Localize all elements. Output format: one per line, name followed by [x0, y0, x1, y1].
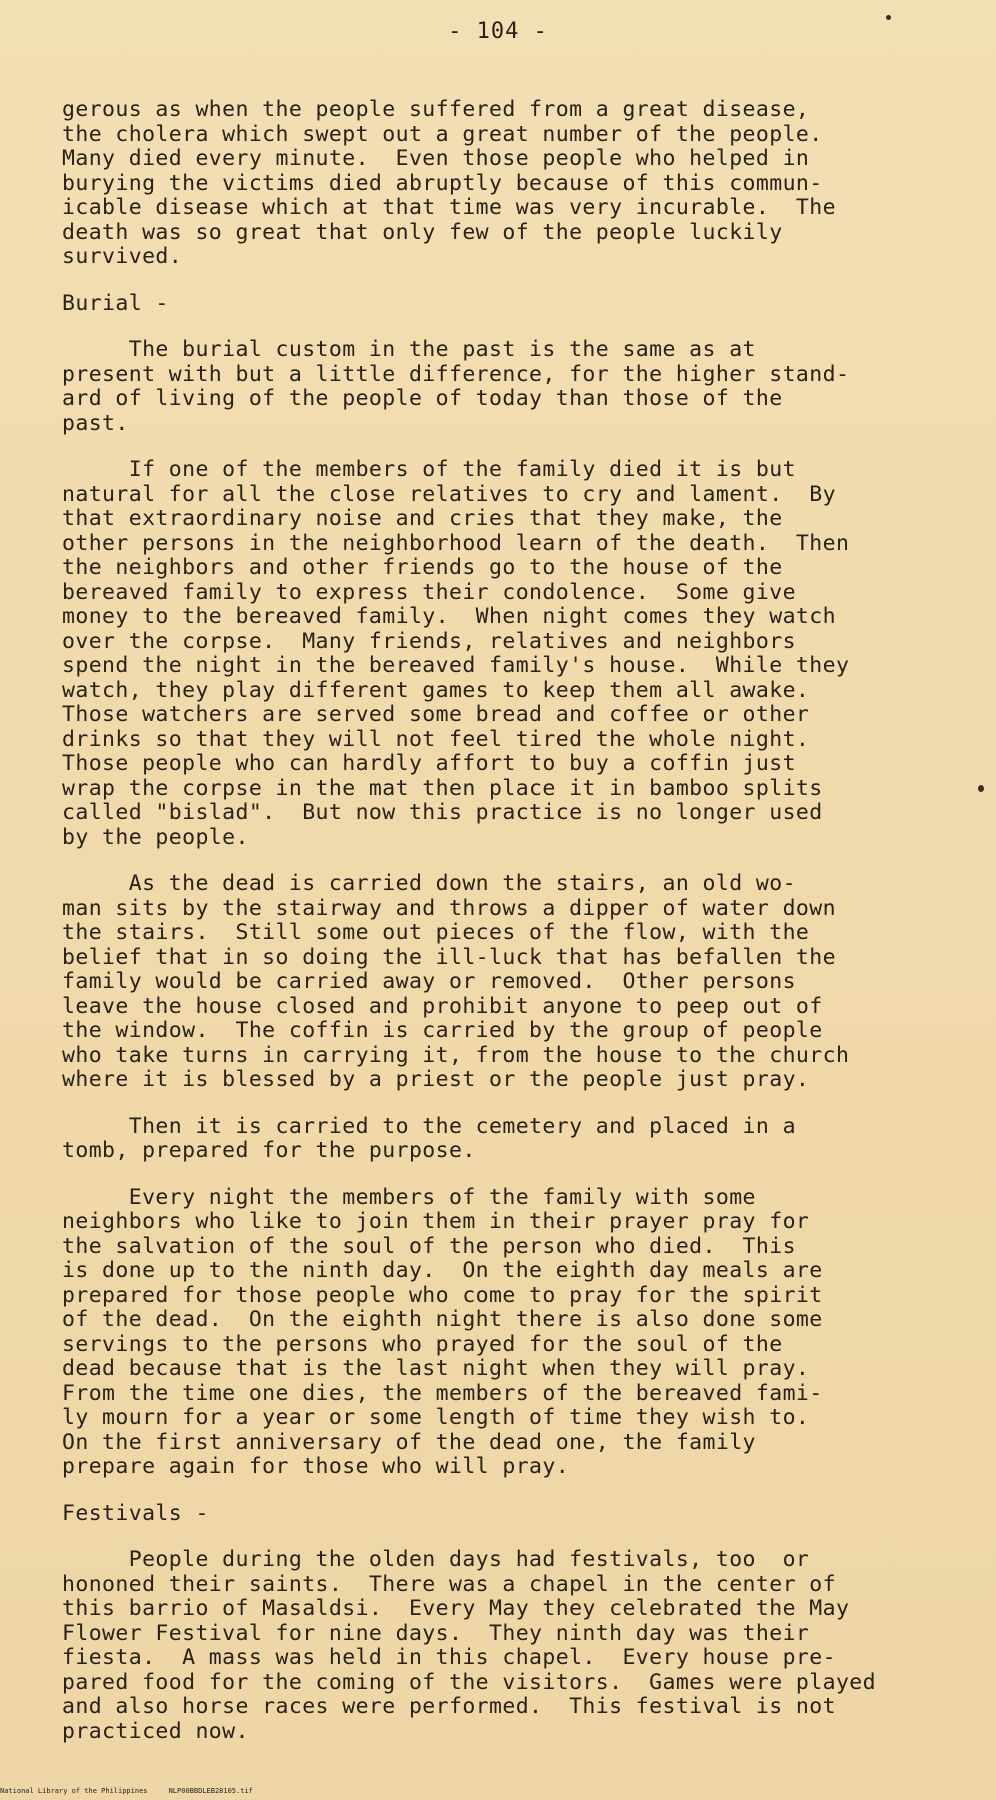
text-line: other persons in the neighborhood learn of the death. Then — [62, 530, 850, 556]
text-line: If one of the members of the family died it is but — [62, 457, 796, 482]
text-line: Every night the members of the family with some — [62, 1184, 756, 1210]
text-line: and also horse races were performed. This festival is not — [62, 1694, 836, 1719]
text-line: the window. The coffin is carried by the group of people — [62, 1018, 823, 1043]
scan-footer — [0, 1787, 253, 1796]
text-line: spend the night in the bereaved family's house. While they — [62, 653, 850, 678]
text-line: prepare again for those who will pray. — [62, 1454, 570, 1479]
text-line: On the first anniversary of the dead one, the family — [62, 1429, 756, 1455]
text-line: dead because that is the last night when they will pray. — [62, 1356, 810, 1381]
section-heading: Festivals - — [62, 1500, 209, 1526]
text-line: past. — [62, 410, 129, 436]
text-line: From the time one dies, the members of the bereaved fami- — [62, 1380, 823, 1406]
text-line: present with but a little difference, for the higher stand- — [62, 361, 850, 387]
text-line: servings to the persons who prayed for the soul of the — [62, 1331, 783, 1357]
text-line: fiesta. A mass was held in this chapel. Every house pre- — [62, 1645, 836, 1670]
text-line: the cholera which swept out a great number of the people. — [62, 121, 823, 147]
text-line: icable disease which at that time was very incurable. The — [62, 195, 836, 220]
text-line: ly mourn for a year or some length of time they wish to. — [62, 1405, 810, 1430]
text-line: where it is blessed by a priest or the people just pray. — [62, 1067, 810, 1092]
text-line: People during the olden days had festivals, too or — [62, 1547, 810, 1572]
text-line: As the dead is carried down the stairs, an old wo- — [62, 871, 796, 896]
text-line: this barrio of Masaldsi. Every May they celebrated the May — [62, 1596, 850, 1621]
text-line: Flower Festival for nine days. They ninth day was their — [62, 1620, 810, 1646]
text-line: wrap the corpse in the mat then place it in bamboo splits — [62, 775, 823, 801]
text-line: of the dead. On the eighth night there is also done some — [62, 1307, 823, 1332]
text-line: is done up to the ninth day. On the eighth day meals are — [62, 1258, 823, 1283]
text-line: the neighbors and other friends go to the house of the — [62, 555, 783, 580]
text-line: Many died every minute. Even those people who helped in — [62, 146, 810, 171]
text-line: burying the victims died abruptly because of this commun- — [62, 170, 823, 196]
text-line: watch, they play different games to keep them all awake. — [62, 677, 810, 703]
text-line: the stairs. Still some out pieces of the flow, with the — [62, 920, 810, 945]
text-line: natural for all the close relatives to cry and lament. By — [62, 481, 836, 507]
text-line: practiced now. — [62, 1718, 249, 1744]
text-line: the salvation of the soul of the person who died. This — [62, 1233, 796, 1259]
text-line: The burial custom in the past is the same as at — [62, 337, 756, 362]
text-line: neighbors who like to join them in their prayer pray for — [62, 1209, 810, 1234]
text-line: ard of living of the people of today than those of the — [62, 386, 783, 411]
text-line: tomb, prepared for the purpose. — [62, 1138, 476, 1163]
text-line: Those people who can hardly affort to buy a coffin just — [62, 751, 796, 776]
ink-speck — [978, 785, 984, 792]
text-line: belief that in so doing the ill-luck that has befallen the — [62, 944, 836, 970]
section-heading: Burial - — [62, 290, 169, 316]
text-line: leave the house closed and prohibit anyone to peep out of — [62, 993, 823, 1019]
page-number: - 104 - — [448, 19, 548, 44]
text-line: Then it is carried to the cemetery and placed in a — [62, 1113, 796, 1139]
text-line: who take turns in carrying it, from the house to the church — [62, 1042, 850, 1068]
text-line: man sits by the stairway and throws a dipper of water down — [62, 895, 836, 921]
text-line: over the corpse. Many friends, relatives and neighbors — [62, 628, 796, 654]
text-line: death was so great that only few of the people luckily — [62, 219, 783, 245]
text-line: survived. — [62, 244, 183, 269]
text-line: drinks so that they will not feel tired the whole night. — [62, 726, 810, 752]
ink-speck — [886, 15, 891, 20]
footer-file: NLP00BBDLEB28105.tif — [168, 1787, 253, 1795]
text-line: pared food for the coming of the visitors. Games were played — [62, 1669, 876, 1695]
text-line: prepared for those people who come to pray for the spirit — [62, 1282, 823, 1308]
text-line: Those watchers are served some bread and coffee or other — [62, 702, 810, 727]
text-line: family would be carried away or removed. Other persons — [62, 969, 796, 994]
text-line: hononed their saints. There was a chapel in the center of — [62, 1571, 836, 1597]
text-line: bereaved family to express their condolence. Some give — [62, 579, 796, 605]
text-line: by the people. — [62, 824, 249, 850]
text-line: that extraordinary noise and cries that they make, the — [62, 506, 783, 531]
footer-source: National Library of the Philippines — [0, 1787, 148, 1795]
text-line: called "bislad". But now this practice is no longer used — [62, 800, 823, 825]
text-line: gerous as when the people suffered from a great disease, — [62, 97, 810, 122]
text-line: money to the bereaved family. When night comes they watch — [62, 604, 836, 629]
